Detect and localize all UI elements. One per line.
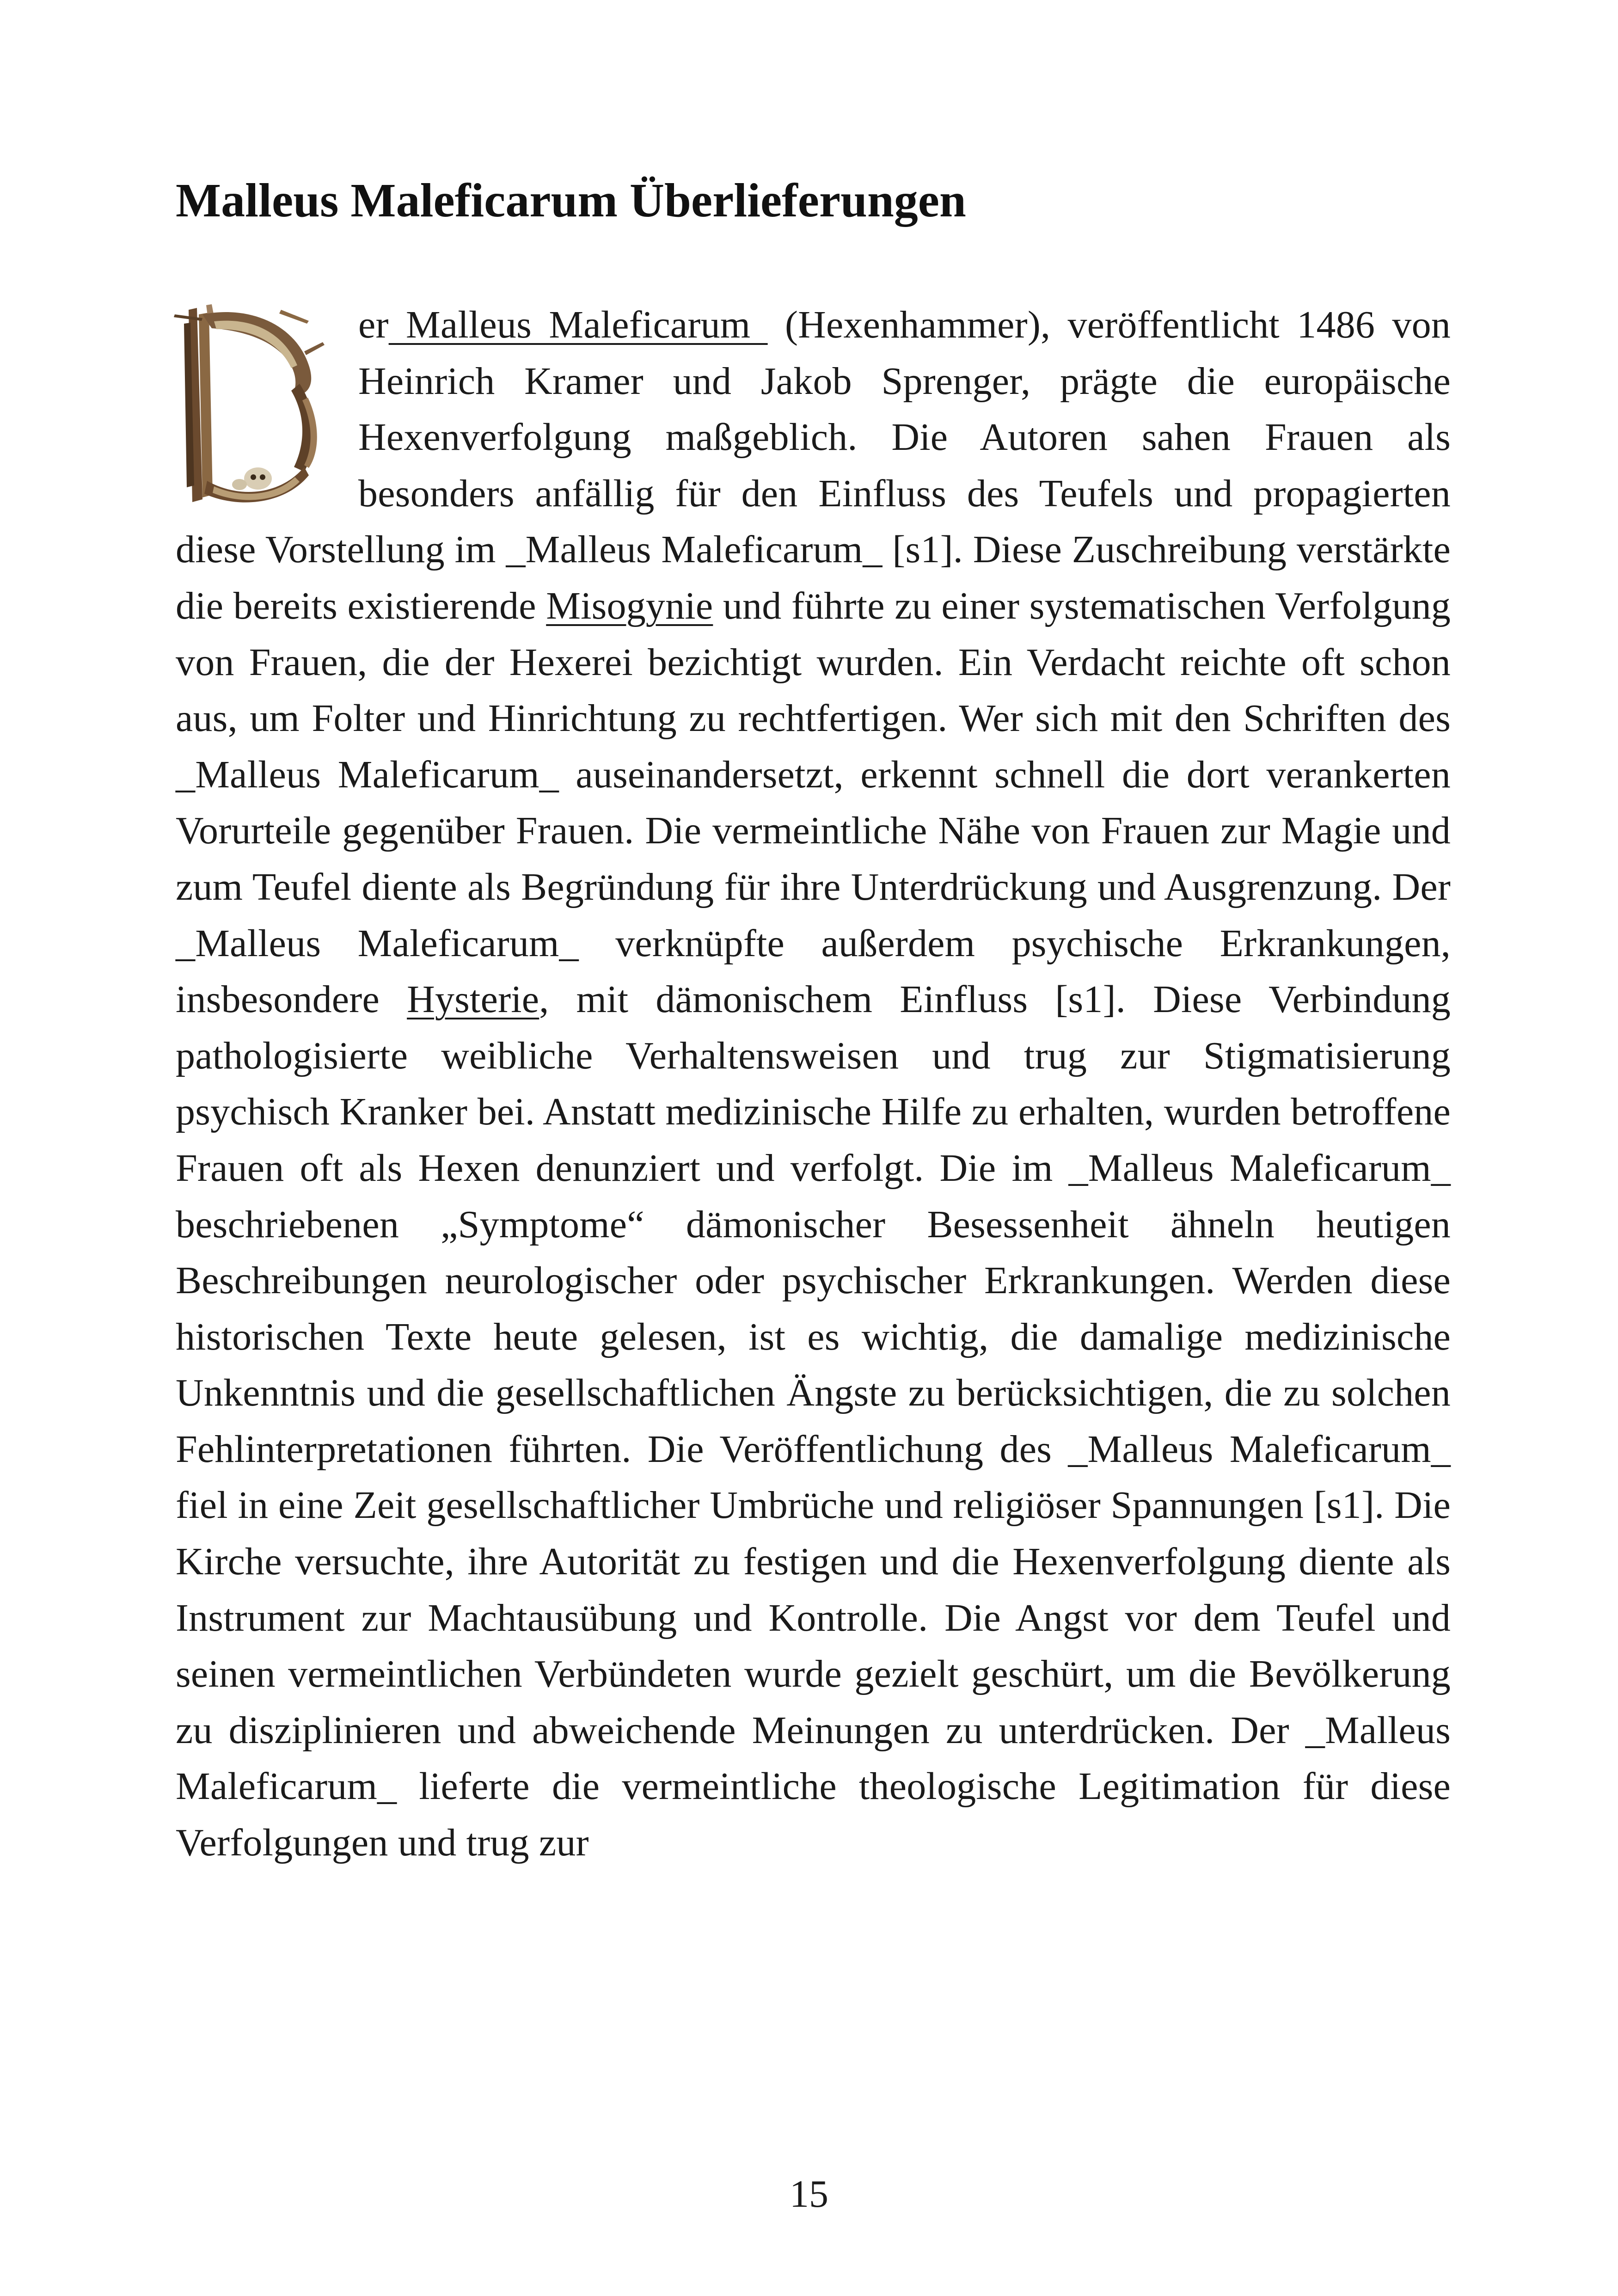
malleus-maleficarum-link[interactable]: Malleus Maleficarum: [388, 303, 768, 346]
body-paragraph: [176, 297, 1451, 1871]
paragraph-text-2: (Hexenhammer), veröffentlicht 1486 von Heinrich Kramer und Jakob Sprenger, prägte die europäische Hexenverfolgung maßgeblich. Die Autoren sahen Frauen als besonders anfällig für den Einfluss des Teufels und propagierten diese Vorstellung im _Malleus Maleficarum_ [s1]. Diese Zuschreibung verstärkte die bereits existierende: [176, 303, 1451, 627]
page-number: 15: [790, 2173, 828, 2216]
paragraph-text-4: , mit dämonischem Einfluss [s1]. Diese Verbindung pathologisierte weibliche Verhaltensweisen und trug zur Stigmatisierung psychisch Kranker bei. Anstatt medizinische Hilfe zu erhalten, wurden betroffene Frauen oft als Hexen denunziert und verfolgt. Die im _Malleus Maleficarum_ beschriebenen „Symptome“ dämonischer Besessenheit ähneln heutigen Beschreibungen neurologischer oder psychischer Erkrankungen. Werden diese historischen Texte heute gelesen, ist es wichtig, die damalige medizinische Unkenntnis und die gesellschaftlichen Ängste zu berücksichtigen, die zu solchen Fehlinterpretationen führten. Die Veröffentlichung des _Malleus Maleficarum_ fiel in eine Zeit gesellschaftlicher Umbrüche und religiöser Spannungen [s1]. Die Kirche versuchte, ihre Autorität zu festigen und die Hexenverfolgung diente als Instrument zur Machtausübung und Kontrolle. Die Angst vor dem Teufel und seinen vermeintlichen Verbündeten wurde gezielt geschürt, um die Bevölkerung zu disziplinieren und abweichende Meinungen zu unterdrücken. Der _Malleus Maleficarum_ lieferte die vermeintliche theologische Legitimation für diese Verfolgungen und trug zur: [176, 978, 1451, 1865]
paragraph-text-3: und führte zu einer systematischen Verfolgung von Frauen, die der Hexerei bezichtigt wurden. Ein Verdacht reichte oft schon aus, um Folter und Hinrichtung zu rechtfertigen. Wer sich mit den Schriften des _Malleus Maleficarum_ auseinandersetzt, erkennt schnell die dort verankerten Vorurteile gegenüber Frauen. Die vermeintliche Nähe von Frauen zur Magie und zum Teufel diente als Begründung für ihre Unterdrückung und Ausgrenzung. Der _Malleus Maleficarum_ verknüpfte außerdem psychische Erkrankungen, insbesondere: [176, 584, 1451, 1021]
paragraph-text-1: er: [358, 303, 389, 346]
misogynie-link[interactable]: Misogynie: [546, 584, 713, 627]
drop-cap-space: [176, 297, 358, 522]
hysterie-link[interactable]: Hysterie: [407, 978, 539, 1021]
page-title: Malleus Maleficarum Überlieferungen: [176, 174, 966, 227]
